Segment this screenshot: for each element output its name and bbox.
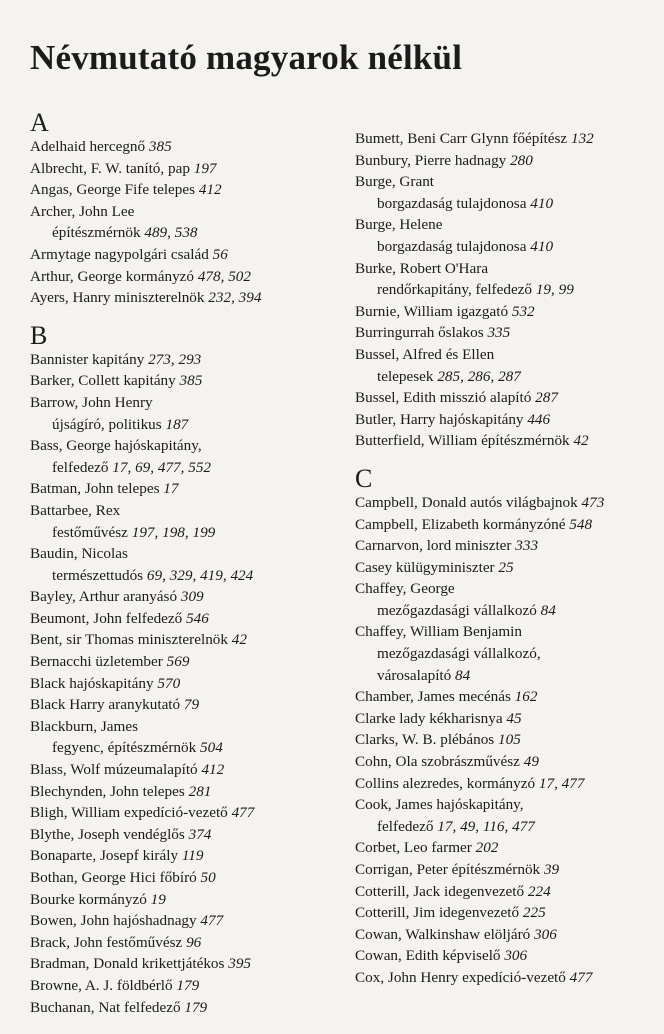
index-entry bbox=[30, 975, 350, 997]
entry-name-line bbox=[30, 673, 350, 695]
entry-text: Cox, John Henry expedíció-vezető bbox=[355, 968, 570, 986]
entry-pages: 17, 69, 477, 552 bbox=[112, 458, 212, 476]
entry-name-line bbox=[30, 435, 350, 457]
entry-pages: 477 bbox=[231, 804, 255, 822]
entry-pages: 333 bbox=[515, 537, 539, 555]
entry-name-line bbox=[30, 824, 350, 846]
entry-continuation-line bbox=[30, 737, 350, 759]
entry-text: rendőrkapitány, felfedező bbox=[377, 281, 536, 299]
entry-name-line bbox=[30, 179, 350, 201]
index-entry bbox=[30, 201, 350, 244]
entry-text: Buchanan, Nat felfedező bbox=[30, 998, 185, 1016]
entry-pages: 224 bbox=[527, 882, 551, 900]
entry-pages: 287 bbox=[535, 389, 558, 407]
section-letter: A bbox=[30, 108, 49, 137]
entry-text: Cohn, Ola szobrászművész bbox=[355, 753, 524, 771]
index-entry bbox=[355, 686, 664, 708]
entry-pages: 19 bbox=[150, 890, 166, 908]
entry-pages: 39 bbox=[543, 861, 560, 878]
index-entry bbox=[30, 179, 350, 201]
index-column-left bbox=[30, 108, 350, 1018]
index-entry bbox=[30, 889, 350, 911]
entry-text: Albrecht, F. W. tanító, pap bbox=[30, 159, 194, 177]
entry-text: Bannister kapitány bbox=[30, 350, 149, 368]
index-entry bbox=[30, 478, 350, 500]
entry-name-line bbox=[355, 344, 664, 366]
entry-continuation-line bbox=[30, 565, 350, 587]
index-entry bbox=[30, 953, 350, 975]
entry-name-line bbox=[355, 859, 664, 881]
entry-pages: 50 bbox=[200, 869, 216, 886]
index-entry bbox=[30, 266, 350, 288]
entry-name-line bbox=[355, 621, 664, 643]
entry-text: Casey külügyminiszter bbox=[355, 558, 499, 576]
entry-text: festőművész bbox=[52, 523, 132, 541]
index-section bbox=[30, 321, 350, 1018]
entry-text: Blackburn, James bbox=[30, 717, 138, 735]
index-entry bbox=[30, 608, 350, 630]
entry-pages: 489, 538 bbox=[144, 224, 198, 242]
entry-name-line bbox=[30, 781, 350, 803]
entry-pages: 385 bbox=[148, 138, 172, 155]
index-entry bbox=[30, 435, 350, 478]
entry-name-line bbox=[355, 492, 664, 514]
entry-name-line bbox=[30, 651, 350, 673]
entry-text: Bothan, George Hici főbíró bbox=[30, 869, 201, 886]
entry-pages: 309 bbox=[180, 588, 204, 606]
entry-text: Bussel, Alfred és Ellen bbox=[355, 345, 495, 363]
entry-text: városalapító bbox=[377, 666, 456, 684]
entry-text: Bass, George hajóskapitány, bbox=[30, 437, 202, 455]
entry-pages: 532 bbox=[511, 302, 535, 320]
entry-name-line bbox=[355, 751, 664, 773]
entry-pages: 478, 502 bbox=[197, 267, 251, 285]
entry-name-line bbox=[30, 136, 350, 158]
index-entry bbox=[355, 214, 664, 257]
entry-pages: 335 bbox=[487, 324, 511, 342]
index-entry bbox=[355, 945, 664, 967]
entry-name-line bbox=[30, 478, 350, 500]
entry-continuation-line bbox=[355, 366, 664, 388]
entry-text: Burke, Robert O'Hara bbox=[355, 259, 489, 277]
entry-name-line bbox=[355, 214, 664, 236]
entry-pages: 280 bbox=[510, 151, 533, 169]
entry-text: Bunbury, Pierre hadnagy bbox=[355, 151, 511, 169]
entry-text: mezőgazdasági vállalkozó, bbox=[377, 645, 541, 663]
index-entry bbox=[355, 859, 664, 881]
entry-text: Burge, Grant bbox=[355, 173, 435, 191]
entry-pages: 385 bbox=[179, 372, 203, 390]
entry-text: Blass, Wolf múzeumalapító bbox=[30, 761, 202, 779]
entry-text: Cowan, Edith képviselő bbox=[355, 947, 505, 965]
entry-name-line bbox=[30, 716, 350, 738]
entry-continuation-line bbox=[355, 643, 664, 665]
entry-pages: 96 bbox=[186, 933, 202, 951]
entry-pages: 45 bbox=[506, 709, 522, 727]
entry-pages: 285, 286, 287 bbox=[437, 367, 521, 385]
index-entry bbox=[355, 708, 664, 730]
index-entry bbox=[355, 344, 664, 387]
entry-text: Bumett, Beni Carr Glynn főépítész bbox=[355, 130, 571, 147]
entry-name-line bbox=[355, 150, 664, 172]
entry-name-line bbox=[355, 773, 664, 795]
entry-name-line bbox=[355, 557, 664, 579]
entry-pages: 374 bbox=[188, 825, 212, 843]
entry-name-line bbox=[355, 258, 664, 280]
entry-text: Butler, Harry hajóskapitány bbox=[355, 410, 528, 428]
entry-name-line bbox=[355, 535, 664, 557]
entry-pages: 306 bbox=[504, 947, 528, 965]
entry-pages: 412 bbox=[201, 761, 225, 779]
entry-pages: 179 bbox=[184, 998, 208, 1016]
entry-name-line bbox=[30, 370, 350, 392]
index-entry bbox=[30, 845, 350, 867]
index-entry bbox=[30, 997, 350, 1019]
entry-text: Barker, Collett kapitány bbox=[30, 372, 180, 390]
entry-text: Black Harry aranykutató bbox=[30, 696, 184, 714]
index-entry bbox=[30, 287, 350, 309]
entry-name-line bbox=[30, 759, 350, 781]
entry-text: fegyenc, építészmérnök bbox=[52, 739, 201, 757]
entry-text: újságíró, politikus bbox=[52, 415, 166, 433]
entry-name-line bbox=[355, 729, 664, 751]
entry-name-line bbox=[30, 392, 350, 414]
entry-pages: 19, 99 bbox=[535, 281, 574, 299]
entry-pages: 197, 198, 199 bbox=[131, 523, 216, 541]
entry-text: természettudós bbox=[52, 566, 147, 584]
entry-continuation-line bbox=[355, 665, 664, 687]
entry-text: telepesek bbox=[377, 367, 438, 385]
index-section bbox=[355, 128, 664, 452]
entry-pages: 410 bbox=[530, 237, 554, 255]
index-entry bbox=[30, 651, 350, 673]
entry-text: Baudin, Nicolas bbox=[30, 545, 128, 563]
entry-name-line bbox=[30, 500, 350, 522]
index-entry bbox=[30, 244, 350, 266]
entry-pages: 179 bbox=[176, 976, 200, 994]
entry-pages: 477 bbox=[569, 968, 593, 986]
entry-name-line bbox=[30, 932, 350, 954]
index-entry bbox=[30, 349, 350, 371]
entry-name-line bbox=[30, 997, 350, 1019]
section-letter: C bbox=[355, 463, 373, 493]
entry-name-line bbox=[355, 409, 664, 431]
entry-text: Cook, James hajóskapitány, bbox=[355, 796, 524, 814]
entry-text: Cotterill, Jack idegenvezető bbox=[355, 882, 528, 900]
entry-text: Bowen, John hajóshadnagy bbox=[30, 912, 201, 930]
entry-name-line bbox=[30, 266, 350, 288]
entry-text: Beumont, John felfedező bbox=[30, 609, 187, 627]
entry-text: Browne, A. J. földbérlő bbox=[30, 976, 177, 994]
entry-pages: 273, 293 bbox=[148, 350, 202, 368]
entry-continuation-line bbox=[355, 193, 664, 215]
index-entry bbox=[30, 586, 350, 608]
entry-name-line bbox=[355, 708, 664, 730]
entry-pages: 69, 329, 419, 424 bbox=[146, 566, 254, 584]
index-entry bbox=[30, 158, 350, 180]
index-entry bbox=[30, 543, 350, 586]
entry-pages: 132 bbox=[570, 130, 594, 147]
entry-pages: 25 bbox=[498, 558, 514, 576]
entry-pages: 202 bbox=[475, 839, 499, 857]
entry-text: Blythe, Joseph vendéglős bbox=[30, 825, 189, 843]
index-entry bbox=[355, 881, 664, 903]
entry-text: Archer, John Lee bbox=[30, 202, 135, 220]
entry-text: Bernacchi üzletember bbox=[30, 653, 167, 671]
entry-text: Bonaparte, Josepf király bbox=[30, 847, 182, 865]
entry-name-line bbox=[355, 794, 664, 816]
entry-pages: 56 bbox=[212, 245, 228, 263]
entry-pages: 105 bbox=[498, 731, 521, 749]
entry-text: Chaffey, George bbox=[355, 580, 455, 598]
entry-pages: 477 bbox=[200, 912, 224, 930]
entry-name-line bbox=[30, 845, 350, 867]
entry-pages: 162 bbox=[514, 688, 538, 706]
entry-continuation-line bbox=[30, 522, 350, 544]
entry-text: Battarbee, Rex bbox=[30, 501, 121, 519]
entry-pages: 306 bbox=[534, 925, 557, 943]
index-entry bbox=[30, 716, 350, 759]
index-entry bbox=[30, 867, 350, 889]
index-entry bbox=[355, 773, 664, 795]
index-entry bbox=[355, 535, 664, 557]
entry-text: Bligh, William expedíció-vezető bbox=[30, 804, 232, 822]
index-entry bbox=[355, 902, 664, 924]
index-entry bbox=[30, 500, 350, 543]
entry-text: borgazdaság tulajdonosa bbox=[377, 194, 531, 212]
entry-text: Collins alezredes, kormányzó bbox=[355, 774, 539, 792]
index-entry bbox=[30, 824, 350, 846]
entry-pages: 17 bbox=[163, 480, 179, 498]
entry-pages: 232, 394 bbox=[208, 289, 262, 307]
index-entry bbox=[355, 751, 664, 773]
entry-name-line bbox=[355, 578, 664, 600]
entry-text: Barrow, John Henry bbox=[30, 393, 153, 411]
entry-text: Bradman, Donald krikettjátékos bbox=[30, 955, 229, 973]
entry-pages: 49 bbox=[523, 753, 539, 771]
entry-name-line bbox=[355, 128, 664, 150]
entry-text: Black hajóskapitány bbox=[30, 674, 158, 692]
entry-continuation-line bbox=[355, 600, 664, 622]
index-entry bbox=[30, 932, 350, 954]
entry-text: Brack, John festőművész bbox=[30, 933, 187, 951]
index-section bbox=[355, 464, 664, 989]
entry-name-line bbox=[355, 924, 664, 946]
page-title: Névmutató magyarok nélkül bbox=[30, 38, 463, 77]
entry-name-line bbox=[355, 322, 664, 344]
index-entry bbox=[355, 514, 664, 536]
entry-text: Batman, John telepes bbox=[30, 480, 164, 498]
entry-text: Corbet, Leo farmer bbox=[355, 839, 476, 857]
entry-text: Campbell, Elizabeth kormányzóné bbox=[355, 515, 570, 533]
index-entry bbox=[355, 322, 664, 344]
entry-continuation-line bbox=[30, 457, 350, 479]
index-entry bbox=[30, 910, 350, 932]
entry-text: Burge, Helene bbox=[355, 216, 443, 234]
entry-pages: 119 bbox=[181, 847, 204, 865]
index-entry bbox=[355, 837, 664, 859]
entry-pages: 281 bbox=[188, 782, 212, 800]
entry-name-line bbox=[355, 686, 664, 708]
entry-pages: 504 bbox=[200, 739, 223, 757]
entry-name-line bbox=[355, 881, 664, 903]
entry-name-line bbox=[30, 287, 350, 309]
entry-text: Chamber, James mecénás bbox=[355, 688, 515, 706]
entry-pages: 395 bbox=[228, 955, 252, 973]
entry-name-line bbox=[355, 171, 664, 193]
entry-name-line bbox=[30, 975, 350, 997]
index-entry bbox=[30, 759, 350, 781]
entry-text: Campbell, Donald autós világbajnok bbox=[355, 493, 582, 511]
index-entry bbox=[355, 621, 664, 686]
entry-text: mezőgazdasági vállalkozó bbox=[377, 601, 541, 619]
entry-pages: 42 bbox=[231, 631, 247, 649]
entry-text: Corrigan, Peter építészmérnök bbox=[355, 861, 544, 878]
entry-text: felfedező bbox=[52, 458, 113, 476]
index-entry bbox=[30, 629, 350, 651]
index-entry bbox=[355, 171, 664, 214]
entry-text: Burnie, William igazgató bbox=[355, 302, 512, 320]
section-letter: B bbox=[30, 320, 48, 350]
entry-text: felfedező bbox=[377, 817, 438, 835]
entry-pages: 446 bbox=[527, 410, 551, 428]
index-entry bbox=[355, 492, 664, 514]
index-entry bbox=[355, 967, 664, 989]
entry-name-line bbox=[30, 867, 350, 889]
entry-text: Clarks, W. B. plébános bbox=[355, 731, 499, 749]
index-entry bbox=[30, 781, 350, 803]
entry-pages: 548 bbox=[569, 515, 593, 533]
index-entry bbox=[355, 430, 664, 452]
entry-text: Adelhaid hercegnő bbox=[30, 138, 149, 155]
entry-text: Bayley, Arthur aranyásó bbox=[30, 588, 181, 606]
entry-text: Armytage nagypolgári család bbox=[30, 245, 213, 263]
entry-pages: 187 bbox=[165, 415, 189, 433]
entry-text: Arthur, George kormányzó bbox=[30, 267, 198, 285]
entry-name-line bbox=[30, 244, 350, 266]
entry-text: építészmérnök bbox=[52, 224, 145, 242]
entry-text: Chaffey, William Benjamin bbox=[355, 623, 522, 641]
entry-continuation-line bbox=[355, 816, 664, 838]
index-entry bbox=[355, 150, 664, 172]
entry-name-line bbox=[355, 837, 664, 859]
entry-text: Bent, sir Thomas miniszterelnök bbox=[30, 631, 232, 649]
entry-name-line bbox=[355, 945, 664, 967]
index-entry bbox=[355, 387, 664, 409]
entry-pages: 225 bbox=[522, 904, 546, 922]
entry-text: Burringurrah őslakos bbox=[355, 324, 488, 342]
index-entry bbox=[355, 301, 664, 323]
entry-pages: 84 bbox=[455, 666, 471, 684]
entry-pages: 17, 49, 116, 477 bbox=[437, 817, 535, 835]
entry-text: Carnarvon, lord miniszter bbox=[355, 537, 516, 555]
entry-text: Butterfield, William építészmérnök bbox=[355, 432, 574, 450]
entry-name-line bbox=[30, 953, 350, 975]
index-entry bbox=[355, 924, 664, 946]
entry-name-line bbox=[30, 694, 350, 716]
entry-text: borgazdaság tulajdonosa bbox=[377, 237, 531, 255]
entry-name-line bbox=[30, 910, 350, 932]
entry-pages: 570 bbox=[157, 674, 181, 692]
entry-pages: 473 bbox=[581, 493, 605, 511]
index-entry bbox=[355, 409, 664, 431]
entry-continuation-line bbox=[30, 414, 350, 436]
entry-name-line bbox=[30, 586, 350, 608]
index-section bbox=[30, 108, 350, 309]
entry-pages: 410 bbox=[530, 194, 554, 212]
entry-pages: 197 bbox=[193, 159, 217, 177]
entry-pages: 17, 477 bbox=[538, 774, 585, 792]
entry-text: Cowan, Walkinshaw elöljáró bbox=[355, 925, 535, 943]
index-column-right bbox=[355, 128, 664, 989]
index-entry bbox=[30, 673, 350, 695]
entry-text: Bussel, Edith misszió alapító bbox=[355, 389, 536, 407]
entry-text: Clarke lady kékharisnya bbox=[355, 709, 507, 727]
entry-name-line bbox=[355, 387, 664, 409]
index-entry bbox=[355, 557, 664, 579]
index-entry bbox=[30, 694, 350, 716]
index-entry bbox=[355, 729, 664, 751]
entry-text: Blechynden, John telepes bbox=[30, 782, 189, 800]
entry-name-line bbox=[30, 349, 350, 371]
entry-name-line bbox=[30, 608, 350, 630]
index-entry bbox=[355, 794, 664, 837]
entry-name-line bbox=[30, 802, 350, 824]
entry-text: Bourke kormányzó bbox=[30, 890, 151, 908]
entry-continuation-line bbox=[355, 279, 664, 301]
entry-name-line bbox=[30, 543, 350, 565]
entry-name-line bbox=[355, 514, 664, 536]
index-entry bbox=[355, 258, 664, 301]
entry-pages: 84 bbox=[540, 601, 556, 619]
entry-pages: 569 bbox=[166, 653, 190, 671]
entry-name-line bbox=[30, 889, 350, 911]
entry-name-line bbox=[355, 430, 664, 452]
entry-continuation-line bbox=[30, 222, 350, 244]
index-entry bbox=[30, 802, 350, 824]
index-entry bbox=[355, 128, 664, 150]
index-entry bbox=[30, 370, 350, 392]
entry-continuation-line bbox=[355, 236, 664, 258]
entry-pages: 412 bbox=[198, 181, 222, 199]
entry-name-line bbox=[355, 301, 664, 323]
entry-text: Angas, George Fife telepes bbox=[30, 181, 199, 199]
index-entry bbox=[30, 136, 350, 158]
entry-pages: 79 bbox=[183, 696, 200, 714]
entry-name-line bbox=[355, 902, 664, 924]
entry-text: Cotterill, Jim idegenvezető bbox=[355, 904, 523, 922]
entry-name-line bbox=[30, 158, 350, 180]
entry-name-line bbox=[30, 201, 350, 223]
entry-name-line bbox=[355, 967, 664, 989]
index-entry bbox=[30, 392, 350, 435]
entry-pages: 546 bbox=[186, 609, 209, 627]
index-entry bbox=[355, 578, 664, 621]
entry-pages: 42 bbox=[573, 432, 589, 450]
entry-name-line bbox=[30, 629, 350, 651]
entry-text: Ayers, Hanry miniszterelnök bbox=[30, 289, 209, 307]
